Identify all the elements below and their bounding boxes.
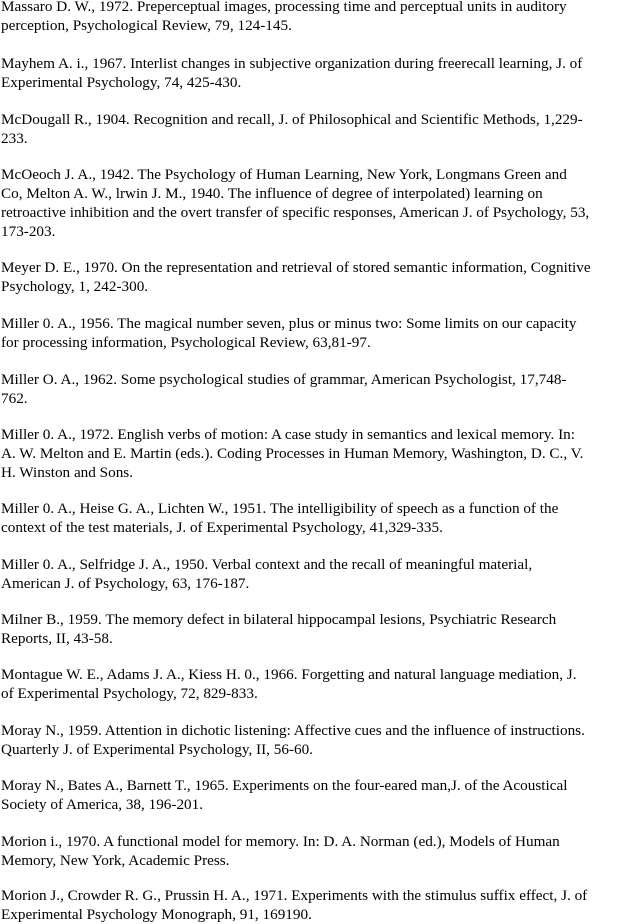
- reference-line: Meyer D. E., 1970. On the representation and retrieval of stored semantic information, Cognitive: [1, 259, 591, 276]
- reference-entry: [1, 258, 619, 296]
- reference-entry: [1, 665, 619, 703]
- reference-line: Miller O. A., 1962. Some psychological studies of grammar, American Psychologist, 17,748-: [1, 371, 567, 388]
- reference-line: Massaro D. W., 1972. Preperceptual images, processing time and perceptual units in auditory: [1, 0, 567, 15]
- reference-line: Moray N., Bates A., Barnett T., 1965. Experiments on the four-eared man,J. of the Acoustical: [1, 777, 568, 794]
- reference-entry: [1, 425, 619, 482]
- reference-line: 173-203.: [1, 223, 56, 240]
- reference-line: Co, Melton A. W., lrwin J. M., 1940. The influence of degree of interpolated) learning on: [1, 185, 543, 202]
- reference-line: of Experimental Psychology, 72, 829-833.: [1, 685, 258, 702]
- reference-line: Morion J., Crowder R. G., Prussin H. A., 1971. Experiments with the stimulus suffix effect, J. of: [1, 887, 588, 904]
- reference-entry: [1, 499, 619, 537]
- reference-line: Montague W. E., Adams J. A., Kiess H. 0., 1966. Forgetting and natural language mediation, J.: [1, 666, 577, 683]
- reference-entry: [1, 165, 619, 241]
- reference-entry: [1, 110, 619, 148]
- reference-line: Experimental Psychology, 74, 425-430.: [1, 74, 242, 91]
- reference-line: context of the test materials, J. of Experimental Psychology, 41,329-335.: [1, 519, 443, 536]
- reference-line: Moray N., 1959. Attention in dichotic listening: Affective cues and the influence of instructions.: [1, 722, 585, 739]
- reference-entry: [1, 54, 619, 92]
- reference-line: for processing information, Psychological Review, 63,81-97.: [1, 334, 371, 351]
- reference-line: Reports, II, 43-58.: [1, 630, 113, 647]
- reference-line: retroactive inhibition and the overt transfer of specific responses, American J. of Psychology, 53,: [1, 204, 590, 221]
- reference-entry: [1, 555, 619, 593]
- reference-line: Memory, New York, Academic Press.: [1, 852, 230, 869]
- reference-line: Miller 0. A., 1972. English verbs of motion: A case study in semantics and lexical memory. In:: [1, 426, 575, 443]
- reference-line: Morion i., 1970. A functional model for memory. In: D. A. Norman (ed.), Models of Human: [1, 833, 560, 850]
- reference-line: Miller 0. A., Selfridge J. A., 1950. Verbal context and the recall of meaningful material,: [1, 556, 533, 573]
- reference-entry: [1, 610, 619, 648]
- reference-line: Mayhem A. i., 1967. Interlist changes in subjective organization during freerecall learning, J. of: [1, 55, 583, 72]
- reference-line: American J. of Psychology, 63, 176-187.: [1, 575, 250, 592]
- reference-line: H. Winston and Sons.: [1, 464, 134, 481]
- reference-line: 762.: [1, 390, 28, 407]
- reference-line: Psychology, 1, 242-300.: [1, 278, 149, 295]
- reference-entry: [1, 886, 619, 924]
- reference-line: Miller 0. A., 1956. The magical number seven, plus or minus two: Some limits on our capacity: [1, 315, 577, 332]
- reference-line: McDougall R., 1904. Recognition and recall, J. of Philosophical and Scientific Methods, 1,229-: [1, 111, 583, 128]
- reference-entry: [1, 776, 619, 814]
- reference-entry: [1, 721, 619, 759]
- reference-line: McOeoch J. A., 1942. The Psychology of Human Learning, New York, Longmans Green and: [1, 166, 567, 183]
- reference-entry: [1, 0, 619, 35]
- reference-line: Miller 0. A., Heise G. A., Lichten W., 1951. The intelligibility of speech as a function of the: [1, 500, 559, 517]
- reference-line: Society of America, 38, 196-201.: [1, 796, 204, 813]
- reference-entry: [1, 832, 619, 870]
- reference-line: A. W. Melton and E. Martin (eds.). Coding Processes in Human Memory, Washington, D. C., V.: [1, 445, 584, 462]
- reference-entry: [1, 370, 619, 408]
- reference-line: Experimental Psychology Monograph, 91, 169190.: [1, 906, 312, 923]
- reference-line: Quarterly J. of Experimental Psychology, II, 56-60.: [1, 741, 313, 758]
- reference-line: Milner B., 1959. The memory defect in bilateral hippocampal lesions, Psychiatric Research: [1, 611, 557, 628]
- reference-entry: [1, 314, 619, 352]
- reference-line: 233.: [1, 130, 28, 147]
- reference-line: perception, Psychological Review, 79, 124-145.: [1, 17, 292, 34]
